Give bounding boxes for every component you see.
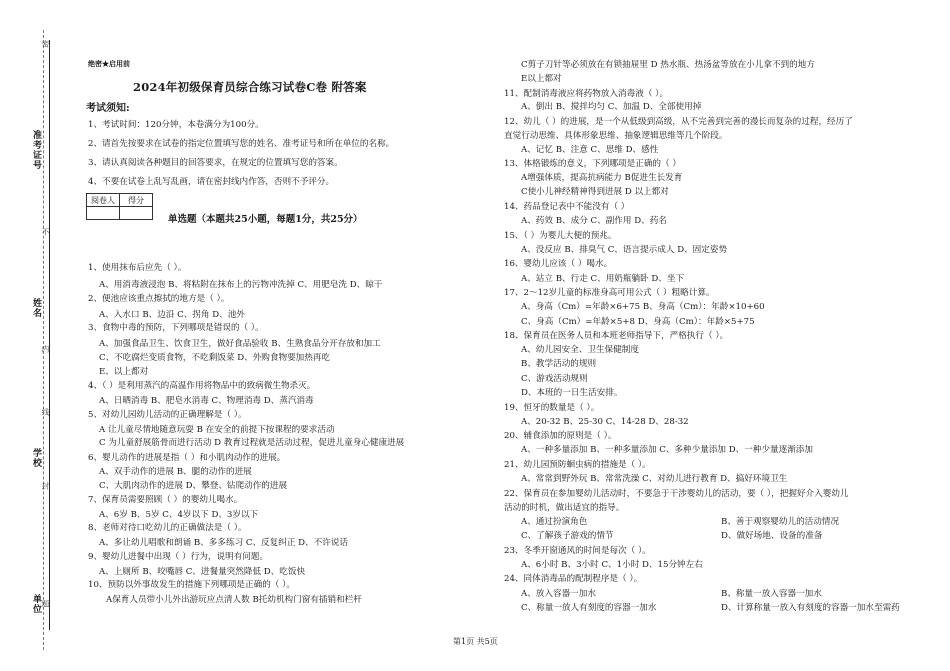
question-option: C、身高（Cm）=年龄×5+8 D、身高（Cm）：年龄×5+75 — [521, 317, 755, 327]
notice-item: 2、请首先按要求在试卷的指定位置填写您的姓名、准考证号和所在单位的名称。 — [88, 139, 395, 149]
question-stem: 2、便池应该重点擦拭的地方是（ ）。 — [88, 294, 230, 304]
question-option: E以上都对 — [521, 74, 562, 84]
page-title: 2024年初级保育员综合练习试卷C卷 附答案 — [133, 80, 367, 94]
question-option: E、以上都对 — [99, 367, 149, 377]
question-option: A、通过扮演角色 — [521, 517, 588, 527]
question-stem: 13、体格锻炼的意义，下列哪项是正确的（ ） — [504, 159, 681, 169]
binding-line — [49, 40, 50, 630]
question-stem: 5、对幼儿园幼儿活动的正确理解是（ ）。 — [88, 410, 247, 420]
question-option: A、常常到野外玩 B、常常洗澡 C、对幼儿进行教育 D、搞好环境卫生 — [521, 474, 788, 484]
question-stem: 16、婴幼儿应该（ ）喝水。 — [504, 259, 613, 269]
score-table-cell[interactable] — [120, 207, 153, 220]
question-option: D、本班的一日生活安排。 — [521, 388, 623, 398]
question-option: 直觉行动思维、具体形象思维、抽象逻辑思维等几个阶段。 — [504, 131, 728, 141]
question-option: A、身高（Cm）=年龄×6+75 B、身高（Cm）：年龄×10+60 — [521, 302, 765, 312]
question-stem: 8、老师对待口吃幼儿的正确做法是（ ）。 — [88, 523, 247, 533]
question-option: A、用消毒液浸泡 B、将粘附在抹布上的污物冲洗掉 C、用肥皂洗 D、晾干 — [99, 280, 383, 290]
question-option: D、做好场地、设备的准备 — [721, 531, 823, 541]
question-stem: 7、保育员需要照顾（ ）的婴幼儿喝水。 — [88, 495, 243, 505]
confidential-stamp: 绝密★启用前 — [88, 59, 130, 68]
question-stem: 14、药品登记表中不能没有（ ） — [504, 202, 630, 212]
label-school: 学校 — [31, 448, 41, 468]
question-option: A、20-32 B、25-30 C、14-28 D、28-32 — [521, 417, 689, 427]
question-stem: 17、2～12岁儿童的标准身高可用公式（ ）粗略计算。 — [504, 288, 715, 298]
notice-item: 4、不要在试卷上乱写乱画，请在密封线内作答，否则不予评分。 — [88, 177, 335, 187]
label-name: 姓名 — [31, 298, 41, 318]
question-option: A、加强食品卫生、饮食卫生，做好食品验收 B、生熟食品分开存放和加工 — [99, 339, 381, 349]
question-stem: 19、恒牙的数量是（ ）。 — [504, 403, 600, 413]
question-option: A、双手动作的进展 B、腿的动作的进展 — [99, 467, 252, 477]
question-option: A增强体质，提高抗病能力 B促进生长发育 — [521, 173, 683, 183]
notice-item: 1、考试时间：120分钟，本卷满分为100分。 — [88, 120, 264, 130]
label-exam-number: 准考证号 — [31, 130, 41, 170]
question-stem: 6、婴儿动作的进展是指（ ）和小肌肉动作的进展。 — [88, 453, 286, 463]
question-stem: 3、食物中毒的预防，下列哪项是错误的（ ）。 — [88, 323, 264, 333]
question-option: A、多让幼儿唱歌和朗诵 B、多多练习 C、反复纠正 D、不许说话 — [99, 538, 349, 548]
question-option: C 为儿童舒展筋骨而进行活动 D 教育过程就是活动过程，促进儿童身心健康进展 — [99, 438, 405, 448]
label-unit: 单位 — [31, 594, 41, 614]
question-stem: 1、使用抹布后应先（ ）。 — [88, 263, 187, 273]
question-option: C使小儿神经精神得到进展 D 以上都对 — [521, 187, 669, 197]
question-option: C、了解孩子游戏的情节 — [521, 531, 614, 541]
seal-char: 封 — [41, 482, 50, 492]
question-option: A、6岁 B、5岁 C、4岁以下 D、3岁以下 — [99, 510, 259, 520]
question-stem: 20、辅食添加的原则是（ ）。 — [504, 431, 617, 441]
question-stem: 15、（ ）为婴儿大便的预兆。 — [504, 231, 617, 241]
question-stem: 18、保育员在医务人员和本班老师指导下，严格执行（ ）。 — [504, 331, 729, 341]
question-option: A、6小时 B、3小时 C、1小时 D、15分钟左右 — [521, 560, 703, 570]
section-header: 单选题（本题共25小题，每题1分，共25分） — [168, 214, 363, 225]
question-option: A、没反应 B、排臭气 C、语言提示成人 D、固定姿势 — [521, 245, 728, 255]
question-stem: 4、（ ）是利用蒸汽的高温作用将物品中的致病微生物杀灭。 — [88, 381, 316, 391]
question-stem: 10、预防以外事故发生的措施下列哪项是正确的（ ）。 — [88, 580, 296, 590]
score-table-cell[interactable] — [87, 207, 120, 220]
question-option: C、大肌肉动作的进展 D、攀登、钻爬动作的进展 — [99, 481, 288, 491]
question-option: C、称量一放人有刻度的容器一加水 — [521, 603, 657, 613]
score-table-score: 得分 — [120, 194, 153, 207]
question-option: A、记忆 B、注意 C、思维 D、感性 — [521, 145, 659, 155]
seal-char: 不 — [41, 228, 50, 238]
question-option: C、不吃腐烂变质食物，不吃剩饭菜 D、外购食物要加热再吃 — [99, 353, 331, 363]
question-option: B、善于观察婴幼儿的活动情况 — [721, 517, 840, 527]
question-stem: 12、幼儿（ ）的进展，是一个从低级到高级，从不完善到完善的漫长而复杂的过程，经历了 — [504, 117, 853, 127]
score-table — [86, 193, 153, 220]
question-option: A、日晒消毒 B、肥皂水消毒 C、物理消毒 D、蒸汽消毒 — [99, 396, 314, 406]
question-option: A、上厕所 B、咬嘴唇 C、进餐量突然降低 D、吃饭快 — [99, 567, 306, 577]
question-option: 活动的时机，做出适宜的指导。 — [504, 503, 625, 513]
notice-header: 考试须知: — [86, 103, 130, 114]
question-option: B、称量一放入容器一加水 — [721, 589, 822, 599]
question-stem: 23、冬季开窗通风的时间是每次（ ）。 — [504, 546, 651, 556]
seal-char: 线 — [41, 408, 50, 418]
question-option: C剪子刀针等必须放在有锁抽屉里 D 热水瓶、热汤盆等放在小儿拿不到的地方 — [521, 60, 815, 70]
question-stem: 21、幼儿园预防蛔虫病的措施是（ ）。 — [504, 460, 651, 470]
seal-char: 题 — [41, 600, 50, 610]
question-option: A、倒出 B、搅拌均匀 C、加温 D、全部使用掉 — [521, 102, 702, 112]
question-option: A、站立 B、行走 C、用奶瓶躺卧 D、坐下 — [521, 274, 685, 284]
seal-char: 密 — [41, 40, 50, 50]
question-option: B、教学活动的规则 — [521, 359, 597, 369]
notice-item: 3、请认真阅读各种题目的回答要求，在规定的位置填写您的答案。 — [88, 158, 343, 168]
question-stem: 22、保育员在参加婴幼儿活动时，不要急于干涉婴幼儿的活动，要（ ），把握好介入婴幼儿 — [504, 489, 849, 499]
question-option: A、放入容器一加水 — [521, 589, 596, 599]
seal-char: 内 — [41, 345, 50, 355]
score-table-reviewer: 阅卷人 — [87, 194, 120, 207]
question-stem: 11、配制消毒液应将药物放入消毒液（ ）。 — [504, 89, 669, 99]
question-option: A、一种多量添加 B、一种多量添加 C、多种少量添加 D、一种少量逐渐添加 — [521, 445, 813, 455]
question-stem: 24、同体消毒品的配制程序是（ ）。 — [504, 574, 643, 584]
question-option: A、幼儿园安全、卫生保健制度 — [521, 345, 639, 355]
question-option: A、入水口 B、边沿 C、拐角 D、池外 — [99, 310, 245, 320]
question-option: A 让儿童尽情地随意玩耍 B 在安全的前提下按课程的要求活动 — [99, 425, 335, 435]
question-option: D、计算称量一放入有刻度的容器一加水至需药 — [721, 603, 900, 613]
question-option: C、游戏活动规则 — [521, 374, 588, 384]
question-option: A保育人员带小儿外出游玩应点清人数 B托幼机构门窗有插销和栏杆 — [106, 595, 362, 605]
binding-dashed-line — [43, 30, 44, 650]
question-option: A、药效 B、成分 C、副作用 D、药名 — [521, 216, 667, 226]
question-stem: 9、婴幼儿进餐中出现（ ）行为，说明有问题。 — [88, 552, 269, 562]
page-footer: 第1页 共5页 — [453, 637, 498, 646]
